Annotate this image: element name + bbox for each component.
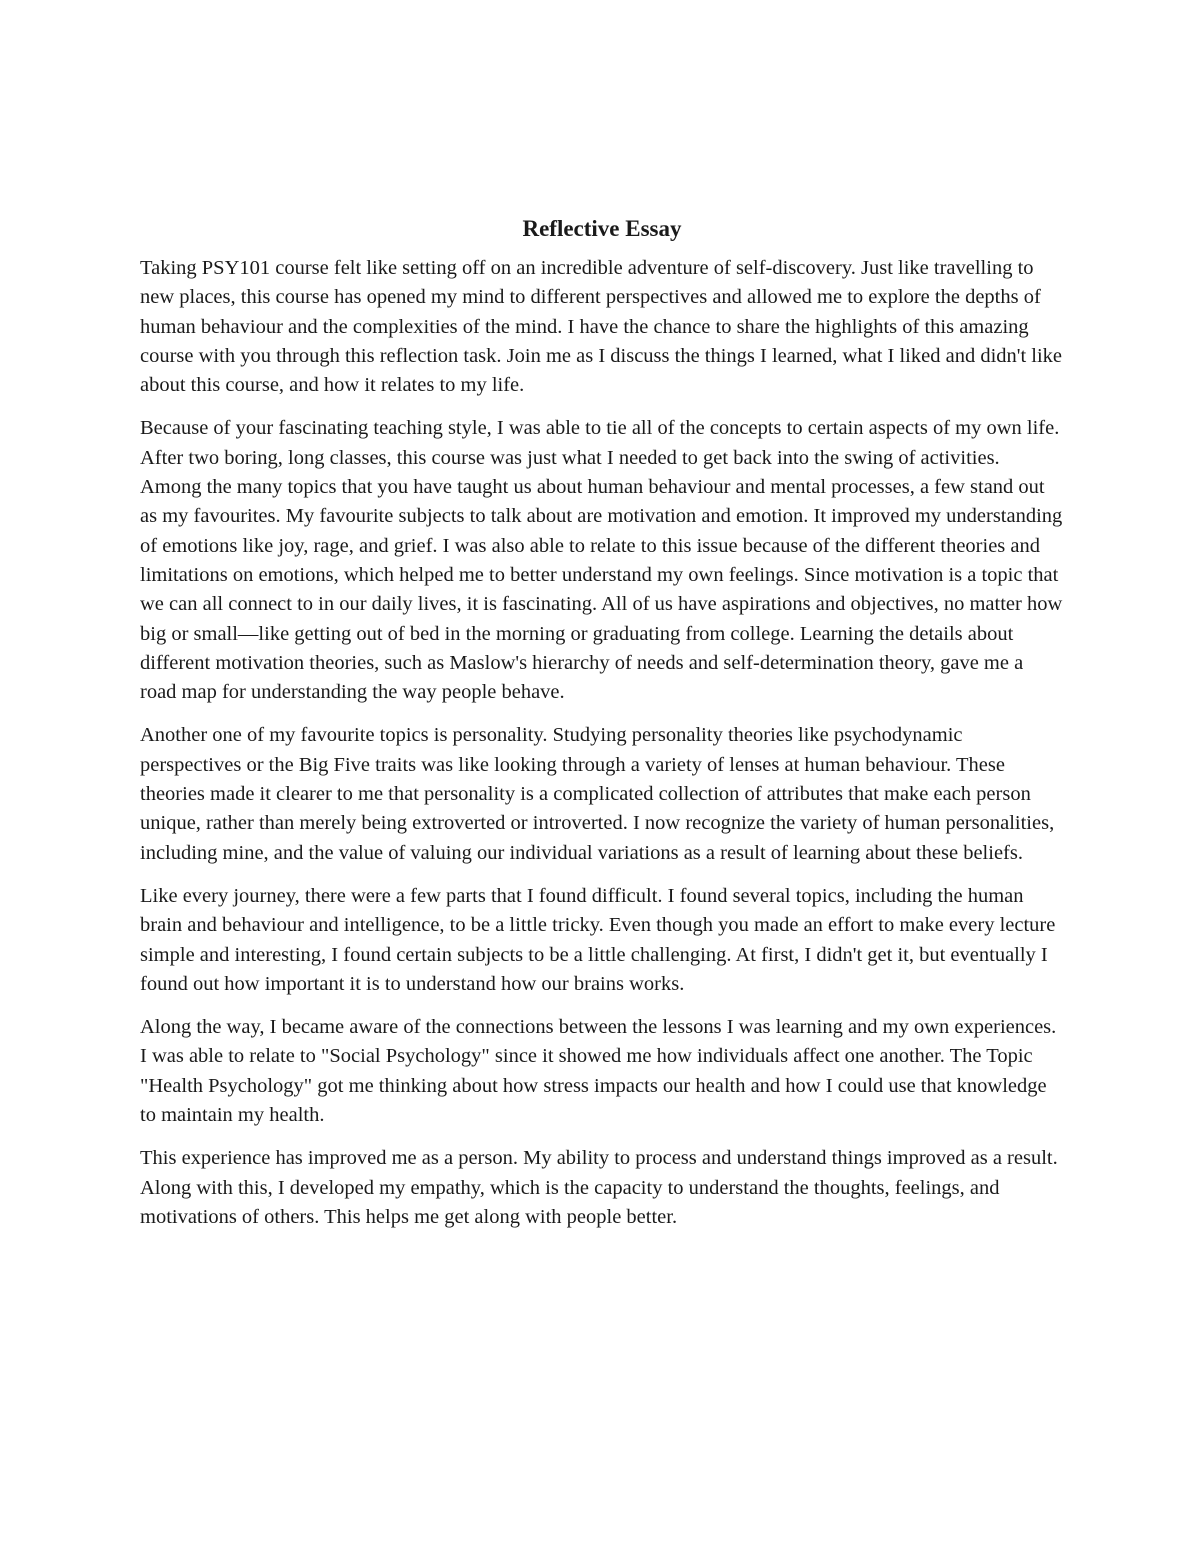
essay-body <box>140 212 1064 1246</box>
essay-title: Reflective Essay <box>522 216 682 241</box>
paragraph-6: This experience has improved me as a person. My ability to process and understand things improved as a result. Along with this, I developed my empathy, which is the capacity to understand the thoughts, feelings, and motivations of others. This helps me get along with people better. <box>140 1147 1058 1228</box>
paragraph-4: Like every journey, there were a few parts that I found difficult. I found several topics, including the human brain and behaviour and intelligence, to be a little tricky. Even though you made an effort to make every lecture simple and interesting, I found certain subjects to be a little challenging. At first, I didn't get it, but eventually I found out how important it is to understand how our brains works. <box>140 884 1056 995</box>
paragraph-3: Another one of my favourite topics is personality. Studying personality theories like psychodynamic perspectives or the Big Five traits was like looking through a variety of lenses at human behaviour. These theories made it clearer to me that personality is a complicated collection of attributes that make each person unique, rather than merely being extroverted or introverted. I now recognize the variety of human personalities, including mine, and the value of valuing our individual variations as a result of learning about these beliefs. <box>140 724 1055 864</box>
paragraph-1: Taking PSY101 course felt like setting off on an incredible adventure of self-discovery. Just like travelling to new places, this course has opened my mind to different perspectives and allowed me to explore the depths of human behaviour and the complexities of the mind. I have the chance to share the highlights of this amazing course with you through this reflection task. Join me as I discuss the things I learned, what I liked and didn't like about this course, and how it relates to my life. <box>140 257 1063 397</box>
paragraph-5: Along the way, I became aware of the connections between the lessons I was learning and my own experiences. I was able to relate to "Social Psychology" since it showed me how individuals affect one another. The Topic "Health Psychology" got me thinking about how stress impacts our health and how I could use that knowledge to maintain my health. <box>140 1016 1057 1127</box>
paragraph-2: Because of your fascinating teaching style, I was able to tie all of the concepts to certain aspects of my own life. After two boring, long classes, this course was just what I needed to get back into the swing of activities. Among the many topics that you have taught us about human behaviour and mental processes, a few stand out as my favourites. My favourite subjects to talk about are motivation and emotion. It improved my understanding of emotions like joy, rage, and grief. I was also able to relate to this issue because of the different theories and limitations on emotions, which helped me to better understand my own feelings. Since motivation is a topic that we can all connect to in our daily lives, it is fascinating. All of us have aspirations and objectives, no matter how big or small—like getting out of bed in the morning or graduating from college. Learning the details about different motivation theories, such as Maslow's hierarchy of needs and self-determination theory, gave me a road map for understanding the way people behave. <box>140 417 1063 704</box>
